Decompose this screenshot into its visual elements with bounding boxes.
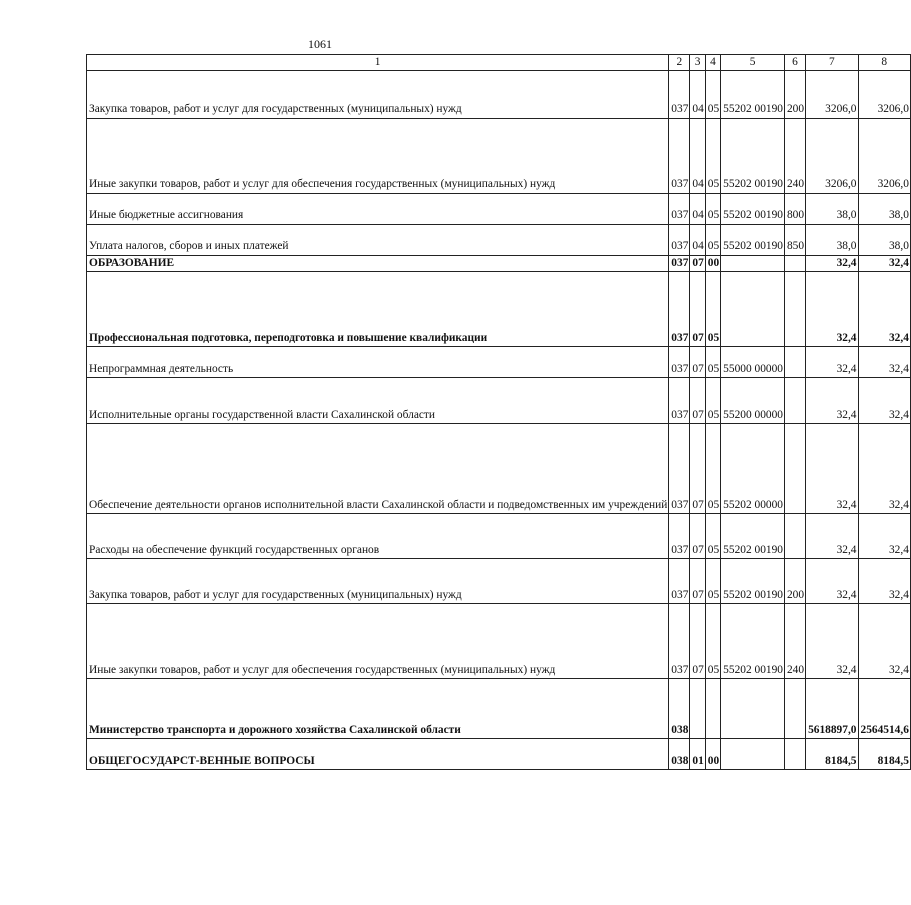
budget-table — [86, 54, 911, 770]
row-code-expense-type: 200 — [784, 70, 805, 118]
row-code-subsection: 05 — [705, 70, 720, 118]
row-code-target — [721, 272, 785, 347]
row-code-ministry: 037 — [669, 255, 690, 272]
row-amount-year-2: 32,4 — [858, 559, 910, 604]
row-code-subsection: 05 — [705, 347, 720, 378]
row-code-subsection: 00 — [705, 255, 720, 272]
table-row — [87, 604, 911, 679]
row-name: Иные бюджетные ассигнования — [87, 193, 669, 224]
row-code-expense-type: 800 — [784, 193, 805, 224]
row-code-subsection: 05 — [705, 224, 720, 255]
row-code-expense-type — [784, 255, 805, 272]
row-amount-year-1: 3206,0 — [806, 118, 858, 193]
row-code-section: 04 — [690, 224, 705, 255]
row-amount-year-1: 5618897,0 — [806, 679, 858, 739]
row-amount-year-1: 32,4 — [806, 559, 858, 604]
row-code-expense-type — [784, 514, 805, 559]
table-row — [87, 272, 911, 347]
row-code-target: 55200 00000 — [721, 378, 785, 424]
row-code-subsection: 05 — [705, 272, 720, 347]
table-row — [87, 70, 911, 118]
row-amount-year-1: 32,4 — [806, 255, 858, 272]
row-code-target — [721, 739, 785, 770]
row-code-target: 55202 00190 — [721, 604, 785, 679]
row-code-expense-type: 240 — [784, 604, 805, 679]
row-name: Расходы на обеспечение функций государственных органов — [87, 514, 669, 559]
row-code-expense-type — [784, 347, 805, 378]
row-code-ministry: 038 — [669, 739, 690, 770]
table-row — [87, 118, 911, 193]
header-col-8: 8 — [858, 55, 910, 71]
header-row — [87, 55, 911, 71]
row-amount-year-2: 38,0 — [858, 193, 910, 224]
row-code-subsection: 05 — [705, 559, 720, 604]
row-code-target: 55202 00190 — [721, 70, 785, 118]
row-amount-year-2: 3206,0 — [858, 70, 910, 118]
row-amount-year-2: 3206,0 — [858, 118, 910, 193]
header-col-2: 2 — [669, 55, 690, 71]
row-code-expense-type: 850 — [784, 224, 805, 255]
row-amount-year-1: 32,4 — [806, 514, 858, 559]
row-code-section: 01 — [690, 739, 705, 770]
row-amount-year-1: 32,4 — [806, 347, 858, 378]
header-col-6: 6 — [784, 55, 805, 71]
row-amount-year-2: 8184,5 — [858, 739, 910, 770]
row-name: Обеспечение деятельности органов исполнительной власти Сахалинской области и подведомственных им учреждений — [87, 424, 669, 514]
table-header — [87, 55, 911, 71]
table-row — [87, 347, 911, 378]
row-amount-year-1: 32,4 — [806, 378, 858, 424]
row-name: Непрограммная деятельность — [87, 347, 669, 378]
row-code-target: 55202 00000 — [721, 424, 785, 514]
row-code-target: 55202 00190 — [721, 118, 785, 193]
row-code-ministry: 037 — [669, 224, 690, 255]
row-name: ОБЩЕГОСУДАРСТ-ВЕННЫЕ ВОПРОСЫ — [87, 739, 669, 770]
row-amount-year-1: 32,4 — [806, 424, 858, 514]
row-name: Исполнительные органы государственной власти Сахалинской области — [87, 378, 669, 424]
row-amount-year-2: 32,4 — [858, 272, 910, 347]
row-code-target: 55202 00190 — [721, 224, 785, 255]
row-code-target — [721, 679, 785, 739]
row-code-section: 07 — [690, 347, 705, 378]
row-name: Профессиональная подготовка, переподготовка и повышение квалификации — [87, 272, 669, 347]
row-code-ministry: 037 — [669, 347, 690, 378]
row-code-ministry: 037 — [669, 118, 690, 193]
row-code-section: 07 — [690, 424, 705, 514]
row-code-target: 55202 00190 — [721, 193, 785, 224]
row-amount-year-2: 2564514,6 — [858, 679, 910, 739]
table-row — [87, 514, 911, 559]
row-code-section: 07 — [690, 255, 705, 272]
row-code-section: 07 — [690, 514, 705, 559]
row-amount-year-1: 32,4 — [806, 604, 858, 679]
row-code-ministry: 037 — [669, 70, 690, 118]
row-code-target: 55202 00190 — [721, 514, 785, 559]
row-code-subsection: 05 — [705, 378, 720, 424]
table-row — [87, 255, 911, 272]
row-amount-year-1: 32,4 — [806, 272, 858, 347]
row-name: Иные закупки товаров, работ и услуг для обеспечения государственных (муниципальных) нужд — [87, 604, 669, 679]
row-code-section: 07 — [690, 604, 705, 679]
row-code-ministry: 037 — [669, 424, 690, 514]
row-code-target: 55202 00190 — [721, 559, 785, 604]
row-code-subsection: 05 — [705, 424, 720, 514]
row-code-expense-type — [784, 378, 805, 424]
row-name: ОБРАЗОВАНИЕ — [87, 255, 669, 272]
row-amount-year-2: 32,4 — [858, 378, 910, 424]
row-amount-year-1: 3206,0 — [806, 70, 858, 118]
row-code-subsection: 05 — [705, 118, 720, 193]
row-code-ministry: 038 — [669, 679, 690, 739]
page-number: 1061 — [308, 37, 332, 51]
row-code-subsection: 05 — [705, 193, 720, 224]
row-code-ministry: 037 — [669, 604, 690, 679]
table-row — [87, 559, 911, 604]
row-code-subsection — [705, 679, 720, 739]
row-code-section: 07 — [690, 559, 705, 604]
table-row — [87, 424, 911, 514]
row-name: Уплата налогов, сборов и иных платежей — [87, 224, 669, 255]
row-amount-year-2: 32,4 — [858, 347, 910, 378]
row-code-ministry: 037 — [669, 272, 690, 347]
row-code-section: 07 — [690, 378, 705, 424]
row-code-target — [721, 255, 785, 272]
header-col-3: 3 — [690, 55, 705, 71]
table-row — [87, 193, 911, 224]
row-code-expense-type — [784, 272, 805, 347]
row-amount-year-2: 32,4 — [858, 604, 910, 679]
row-name: Министерство транспорта и дорожного хозяйства Сахалинской области — [87, 679, 669, 739]
row-code-ministry: 037 — [669, 514, 690, 559]
row-code-section: 07 — [690, 272, 705, 347]
row-code-subsection: 00 — [705, 739, 720, 770]
row-amount-year-2: 32,4 — [858, 424, 910, 514]
row-code-expense-type: 240 — [784, 118, 805, 193]
row-code-section: 04 — [690, 193, 705, 224]
row-code-section: 04 — [690, 70, 705, 118]
row-amount-year-1: 8184,5 — [806, 739, 858, 770]
table-row — [87, 224, 911, 255]
header-col-7: 7 — [806, 55, 858, 71]
row-name: Иные закупки товаров, работ и услуг для обеспечения государственных (муниципальных) нужд — [87, 118, 669, 193]
row-code-expense-type: 200 — [784, 559, 805, 604]
row-name: Закупка товаров, работ и услуг для государственных (муниципальных) нужд — [87, 559, 669, 604]
row-code-expense-type — [784, 679, 805, 739]
table-row — [87, 378, 911, 424]
row-amount-year-2: 38,0 — [858, 224, 910, 255]
table-row — [87, 679, 911, 739]
row-code-section — [690, 679, 705, 739]
row-code-section: 04 — [690, 118, 705, 193]
row-amount-year-2: 32,4 — [858, 255, 910, 272]
row-code-subsection: 05 — [705, 604, 720, 679]
header-col-5: 5 — [721, 55, 785, 71]
row-code-expense-type — [784, 424, 805, 514]
table-body — [87, 70, 911, 770]
table-row — [87, 739, 911, 770]
row-code-subsection: 05 — [705, 514, 720, 559]
row-amount-year-1: 38,0 — [806, 193, 858, 224]
row-amount-year-2: 32,4 — [858, 514, 910, 559]
row-name: Закупка товаров, работ и услуг для государственных (муниципальных) нужд — [87, 70, 669, 118]
row-amount-year-1: 38,0 — [806, 224, 858, 255]
row-code-ministry: 037 — [669, 378, 690, 424]
header-col-1: 1 — [87, 55, 669, 71]
header-col-4: 4 — [705, 55, 720, 71]
row-code-target: 55000 00000 — [721, 347, 785, 378]
row-code-ministry: 037 — [669, 193, 690, 224]
row-code-ministry: 037 — [669, 559, 690, 604]
row-code-expense-type — [784, 739, 805, 770]
